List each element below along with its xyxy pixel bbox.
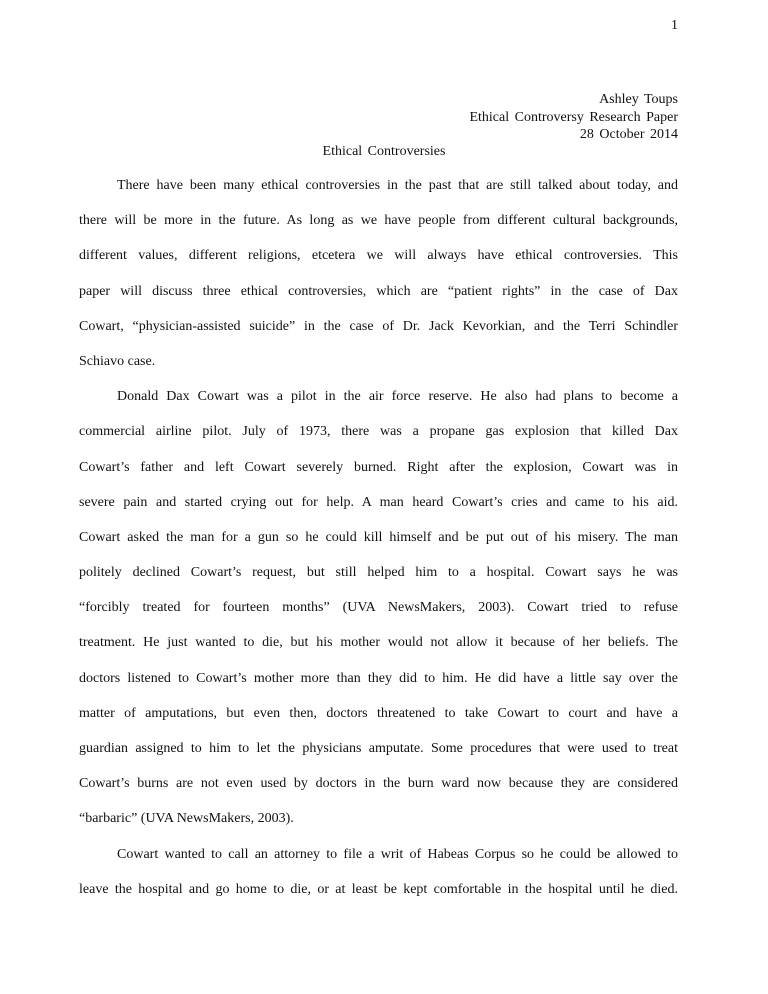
text-line: guardian assigned to him to let the physicians amputate. Some procedures that were used to treat — [79, 741, 678, 756]
body-text — [79, 168, 678, 907]
text-line: Donald Dax Cowart was a pilot in the air force reserve. He also had plans to become a — [117, 389, 678, 405]
text-line: There have been many ethical controversies in the past that are still talked about today, and — [117, 178, 678, 193]
text-line: “forcibly treated for fourteen months” (UVA NewsMakers, 2003). Cowart tried to refuse — [79, 600, 678, 616]
text-line: there will be more in the future. As long as we have people from different cultural backgrounds, — [79, 213, 678, 229]
document-title: Ethical Controversies — [322, 144, 446, 159]
text-line: Cowart’s father and left Cowart severely burned. Right after the explosion, Cowart was in — [79, 459, 678, 475]
text-line: paper will discuss three ethical controversies, which are “patient rights” in the case of Dax — [79, 283, 678, 299]
text-line: “barbaric” (UVA NewsMakers, 2003). — [79, 811, 294, 827]
document-date: 28 October 2014 — [579, 127, 678, 142]
author-name: Ashley Toups — [599, 92, 678, 107]
page-number: 1 — [671, 18, 678, 33]
course-title: Ethical Controversy Research Paper — [469, 109, 678, 125]
text-line: Cowart wanted to call an attorney to file a writ of Habeas Corpus so he could be allowed to — [117, 846, 678, 862]
text-line: matter of amputations, but even then, doctors threatened to take Cowart to court and have a — [79, 705, 678, 721]
text-line: severe pain and started crying out for help. A man heard Cowart’s cries and came to his aid. — [79, 494, 678, 510]
text-line: different values, different religions, etcetera we will always have ethical controversies. This — [79, 248, 678, 264]
text-line: Cowart’s burns are not even used by doctors in the burn ward now because they are considered — [79, 776, 678, 792]
text-line: treatment. He just wanted to die, but his mother would not allow it because of her beliefs. The — [79, 635, 678, 651]
text-line: politely declined Cowart’s request, but still helped him to a hospital. Cowart says he was — [79, 565, 678, 581]
text-line: Cowart asked the man for a gun so he could kill himself and be put out of his misery. The man — [79, 529, 678, 545]
text-line: Schiavo case. — [79, 353, 156, 369]
text-line: leave the hospital and go home to die, or at least be kept comfortable in the hospital until he died. — [79, 881, 678, 897]
text-line: doctors listened to Cowart’s mother more than they did to him. He did have a little say over the — [79, 670, 678, 686]
text-line: Cowart, “physician-assisted suicide” in the case of Dr. Jack Kevorkian, and the Terri Schindler — [79, 318, 678, 334]
header-block — [469, 91, 678, 144]
text-line: commercial airline pilot. July of 1973, there was a propane gas explosion that killed Dax — [79, 424, 678, 440]
